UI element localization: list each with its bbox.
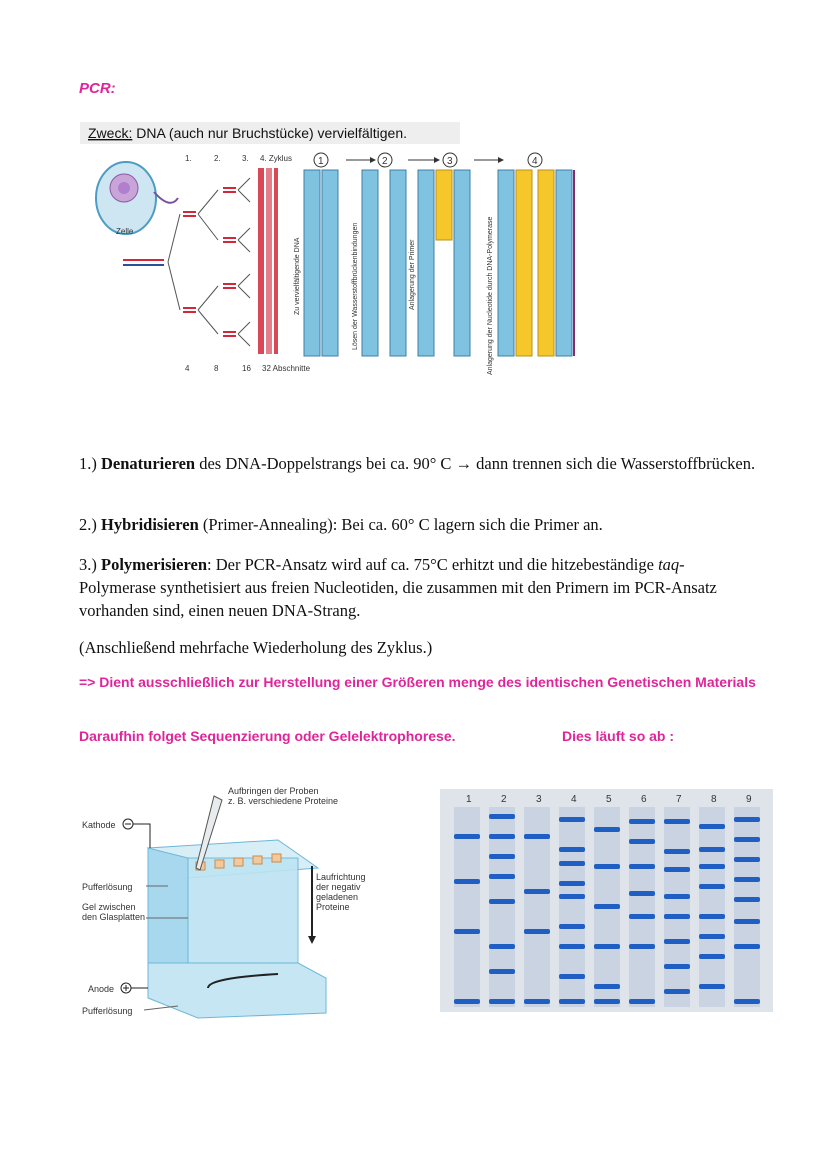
band-8-5	[699, 914, 725, 919]
band-4-9	[559, 999, 585, 1004]
band-5-2	[594, 864, 620, 869]
label-dna-to-copy: Zu vervielfältigende DNA	[294, 237, 301, 315]
step-3-text: : Der PCR-Ansatz wird auf ca. 75°C erhitzt und die hitzebeständige	[207, 555, 659, 574]
band-9-7	[734, 944, 760, 949]
repeat-note: (Anschließend mehrfache Wiederholung des Zyklus.)	[79, 638, 433, 657]
band-6-4	[629, 891, 655, 896]
band-5-4	[594, 944, 620, 949]
band-6-6	[629, 944, 655, 949]
step-1-prefix: 1.)	[79, 454, 101, 473]
lane-label-9: 9	[746, 794, 752, 805]
direction-label-3: geladenen	[316, 892, 359, 902]
cell-label: Zelle	[116, 227, 134, 236]
band-4-1	[559, 817, 585, 822]
lane-label-3: 3	[536, 794, 542, 805]
followup-text: Daraufhin folget Sequenzierung oder Gelelektrophorese.	[79, 728, 456, 744]
step-1	[79, 452, 759, 475]
direction-label-2: der negativ	[316, 882, 361, 892]
band-8-3	[699, 864, 725, 869]
band-1-2	[454, 879, 480, 884]
lane-label-7: 7	[676, 794, 682, 805]
band-1-3	[454, 929, 480, 934]
gel-label-2: den Glasplatten	[82, 912, 146, 922]
band-6-1	[629, 819, 655, 824]
band-3-4	[524, 999, 550, 1004]
lane-label-5: 5	[606, 794, 612, 805]
band-9-3	[734, 857, 760, 862]
step-2	[79, 513, 759, 536]
lane-label-6: 6	[641, 794, 647, 805]
step-3	[79, 553, 759, 622]
band-6-7	[629, 999, 655, 1004]
lane-label-8: 8	[711, 794, 717, 805]
band-2-5	[489, 899, 515, 904]
band-2-7	[489, 969, 515, 974]
lane-7	[664, 807, 690, 1007]
probes-label: Aufbringen der Proben	[228, 786, 319, 796]
dna-fragments-column	[258, 168, 278, 354]
count-label-1: 4	[185, 364, 190, 373]
step-3-prefix: 3.)	[79, 555, 101, 574]
band-8-4	[699, 884, 725, 889]
step-number-1: 1	[318, 156, 324, 167]
band-4-5	[559, 894, 585, 899]
pcr-cycle-figure	[78, 120, 592, 382]
band-8-2	[699, 847, 725, 852]
cycle-label-1: 1.	[185, 154, 192, 163]
direction-label-1: Laufrichtung	[316, 872, 366, 882]
band-4-6	[559, 924, 585, 929]
step-3-text2: -Polymerase synthetisiert aus freien Nucleotiden, die zusammen mit den Primern im PCR-Ansatz vorhanden sind, einen neuen DNA-Strang.	[79, 555, 717, 620]
band-5-1	[594, 827, 620, 832]
band-2-1	[489, 814, 515, 819]
lane-8	[699, 807, 725, 1007]
band-7-1	[664, 819, 690, 824]
band-3-1	[524, 834, 550, 839]
band-7-4	[664, 894, 690, 899]
band-4-7	[559, 944, 585, 949]
gel-bands-figure	[440, 789, 773, 1012]
band-9-6	[734, 919, 760, 924]
band-2-4	[489, 874, 515, 879]
gel-apparatus-figure	[78, 778, 378, 1026]
band-6-2	[629, 839, 655, 844]
band-7-2	[664, 849, 690, 854]
band-5-6	[594, 999, 620, 1004]
band-8-6	[699, 934, 725, 939]
band-7-7	[664, 964, 690, 969]
step-1-term: Denaturieren	[101, 454, 196, 473]
band-9-5	[734, 897, 760, 902]
band-7-6	[664, 939, 690, 944]
band-9-2	[734, 837, 760, 842]
label-primer-binding: Anlagerung der Primer	[409, 239, 416, 310]
step-1-text: des DNA-Doppelstrangs bei ca. 90° C → dann trennen sich die Wasserstoffbrücken.	[195, 454, 756, 473]
puffer-bottom-label: Pufferlösung	[82, 1006, 133, 1016]
count-label-4: 32 Abschnitte	[262, 364, 311, 373]
band-8-7	[699, 954, 725, 959]
band-4-2	[559, 847, 585, 852]
label-nucleotide-binding: Anlagerung der Nucleotide durch DNA-Polymerase	[487, 216, 494, 375]
lane-6	[629, 807, 655, 1007]
band-7-8	[664, 989, 690, 994]
page-heading: PCR:	[79, 80, 116, 97]
step-3-italic: taq	[658, 555, 680, 574]
cycle-label-2: 2.	[214, 154, 221, 163]
lane-label-2: 2	[501, 794, 507, 805]
band-2-3	[489, 854, 515, 859]
step-3-term: Polymerisieren	[101, 555, 207, 574]
runs-like-text: Dies läuft so ab :	[562, 728, 675, 744]
purpose-label: Zweck:	[88, 125, 133, 141]
band-5-3	[594, 904, 620, 909]
band-1-1	[454, 834, 480, 839]
lane-label-4: 4	[571, 794, 577, 805]
band-6-3	[629, 864, 655, 869]
step-2-term: Hybridisieren	[101, 515, 199, 534]
band-3-2	[524, 889, 550, 894]
step-number-4: 4	[532, 156, 538, 167]
band-2-6	[489, 944, 515, 949]
band-8-8	[699, 984, 725, 989]
step-2-prefix: 2.)	[79, 515, 101, 534]
band-9-1	[734, 817, 760, 822]
band-4-3	[559, 861, 585, 866]
step-number-3: 3	[447, 156, 453, 167]
count-label-3: 16	[242, 364, 251, 373]
step-number-2: 2	[382, 156, 388, 167]
band-5-5	[594, 984, 620, 989]
svg-text:Zweck: DNA (auch nur Bruchstüc	[88, 125, 407, 141]
band-6-5	[629, 914, 655, 919]
band-7-3	[664, 867, 690, 872]
band-3-3	[524, 929, 550, 934]
band-9-8	[734, 999, 760, 1004]
direction-label-4: Proteine	[316, 902, 350, 912]
highlight-note: => Dient ausschließlich zur Herstellung einer Größeren menge des identischen Genetischen Materials	[79, 674, 756, 690]
band-1-4	[454, 999, 480, 1004]
band-8-1	[699, 824, 725, 829]
puffer-top-label: Pufferlösung	[82, 882, 133, 892]
count-label-2: 8	[214, 364, 219, 373]
lane-label-1: 1	[466, 794, 472, 805]
band-2-2	[489, 834, 515, 839]
band-9-4	[734, 877, 760, 882]
label-separate-bonds: Lösen der Wasserstoffbrückenbindungen	[352, 222, 359, 350]
cycle-label-4: 4. Zyklus	[260, 154, 293, 163]
probes-label-2: z. B. verschiedene Proteine	[228, 796, 339, 806]
band-4-4	[559, 881, 585, 886]
anode-label: Anode	[88, 984, 115, 994]
gel-bands	[454, 807, 760, 1007]
gel-label-1: Gel zwischen	[82, 902, 136, 912]
purpose-text: DNA (auch nur Bruchstücke) vervielfältigen.	[132, 125, 408, 141]
band-4-8	[559, 974, 585, 979]
cycle-label-3: 3.	[242, 154, 249, 163]
step-2-text: (Primer-Annealing): Bei ca. 60° C lagern sich die Primer an.	[198, 515, 603, 534]
kathode-label: Kathode	[82, 820, 116, 830]
band-7-5	[664, 914, 690, 919]
band-2-8	[489, 999, 515, 1004]
